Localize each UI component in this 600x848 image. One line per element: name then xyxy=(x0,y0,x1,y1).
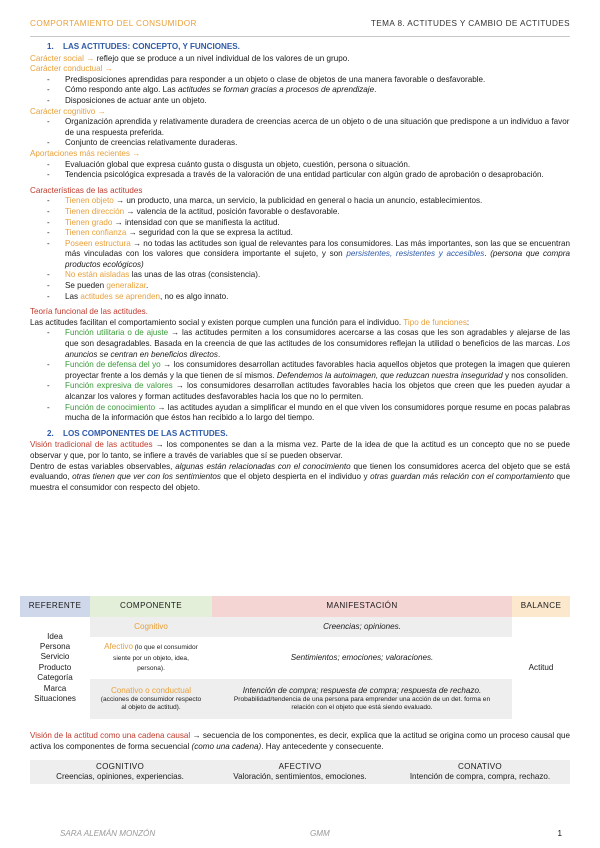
list-item: - Función utilitaria o de ajuste → las actitudes permiten a los consumidores acercarse a las cosas que les son agradables y alejarse de las que son desagradables. Basada en la creencia de que las actitudes de los consumidores reflejan la utilidad o beneficios de las marcas. Los anuncios se centran en beneficios directos. xyxy=(30,328,570,360)
caracter-conductual-label: Carácter conductual → xyxy=(30,64,113,74)
list-item: - Tendencia psicológica expresada a través de la valoración de una entidad particular con algún grado de aprobación o desaprobación. xyxy=(30,170,570,181)
list-item: - Conjunto de creencias relativamente duraderas. xyxy=(30,138,570,149)
table-header-referente: REFERENTE xyxy=(20,596,90,617)
teoria-intro: Las actitudes facilitan el comportamiento social y existen porque cumplen una función para el individuo. Tipo de funciones: xyxy=(30,317,470,327)
list-item: - Cómo respondo ante algo. Las actitudes se forman gracias a procesos de aprendizaje. xyxy=(30,85,570,96)
header-topic: TEMA 8. ACTITUDES Y CAMBIO DE ACTITUDES xyxy=(370,19,570,28)
list-item: - Función de defensa del yo → los consumidores desarrollan actitudes favorables hacia aquellos objetos que protegen la imagen que quieren proyectar frente a los demás y la que tienen de sí mismos. Defendemos la autoimagen, que reduzcan nuestra inseguridad y nos consolíden. xyxy=(30,360,570,381)
referentes-cell: Idea Persona Servicio Producto Categoría Marca Situaciones xyxy=(34,631,76,704)
table-header-balance: BALANCE xyxy=(512,596,570,617)
table-header-componente: COMPONENTE xyxy=(90,596,212,617)
section-2-heading: 2. LOS COMPONENTES DE LAS ACTITUDES. xyxy=(47,428,228,438)
list-item: - No están aisladas las unas de las otras (consistencia). xyxy=(30,270,570,281)
footer-center: GMM xyxy=(310,829,330,838)
list-item: - Tienen objeto → un producto, una marca, un servicio, la publicidad en general o hacia un anuncio, establecimientos. xyxy=(30,196,570,207)
section-1-heading: 1. LAS ACTITUDES: CONCEPTO, Y FUNCIONES. xyxy=(47,42,240,51)
manifestacion-cognitivo: Creencias; opiniones. xyxy=(212,617,512,637)
causal-chain-bar xyxy=(30,760,570,784)
list-item: - Función de conocimiento → las actitudes ayudan a simplificar el mundo en el que viven los consumidores porque resume en pocas palabras mucha de la información que éstos han recibido a lo largo del tiempo. xyxy=(30,403,570,424)
list-item: - Tienen grado → intensidad con que se manifiesta la actitud. xyxy=(30,218,570,229)
causal-afectivo: AFECTIVO Valoración, sentimientos, emociones. xyxy=(233,762,367,781)
list-item: - Tienen confianza → seguridad con la que se expresa la actitud. xyxy=(30,228,570,239)
table-header-manifestacion: MANIFESTACIÓN xyxy=(212,596,512,617)
list-item: - Disposiciones de actuar ante un objeto. xyxy=(30,96,570,107)
list-item: - Organización aprendida y relativamente duradera de creencias acerca de un objeto o de una situación que predispone a un individuo a favor de una respuesta preferida. xyxy=(30,117,570,138)
teoria-heading: Teoría funcional de las actitudes. xyxy=(30,307,148,317)
balance-cell: Actitud xyxy=(528,662,554,672)
list-item: - Las actitudes se aprenden, no es algo innato. xyxy=(30,292,570,303)
footer-author: SARA ALEMÁN MONZÓN xyxy=(60,829,156,838)
page-number: 1 xyxy=(557,829,562,838)
list-item: - Se pueden generalizar. xyxy=(30,281,570,292)
componente-afectivo: Afectivo (lo que el consumidor siente por un objeto, idea, persona). xyxy=(104,642,198,673)
list-item: - Predisposiciones aprendidas para responder a un objeto o clase de objetos de una manera favorable o desfavorable. xyxy=(30,75,570,86)
list-item: - Poseen estructura → no todas las actitudes son igual de relevantes para los consumidores. Las más importantes, son las que se encuentran más vinculadas con los valores que considera importante el sujeto, y son persistentes, resistentes y accesibles. (persona que compra productos ecológicos) xyxy=(30,239,570,271)
causal-cognitivo: COGNITIVO Creencias, opiniones, experiencias. xyxy=(56,762,184,781)
header-course: COMPORTAMIENTO DEL CONSUMIDOR xyxy=(30,19,197,28)
variables-observables: Dentro de estas variables observables, algunas están relacionadas con el conocimiento que tienen los consumidores acerca del objeto que se está evaluando, otras tienen que ver con los sentimientos que el objeto despierta en el individuo y otras guardan más relación con el comportamiento que muestra el consumidor con respecto del objeto. xyxy=(30,461,571,492)
components-table xyxy=(20,596,570,719)
header-divider xyxy=(30,36,570,37)
causal-conativo: CONATIVO Intención de compra, compra, rechazo. xyxy=(409,762,551,781)
aportaciones-label: Aportaciones más recientes → xyxy=(30,148,141,158)
componente-conativo: Conativo o conductual (acciones de consumidor respecto al objeto de actitud). xyxy=(90,679,212,719)
caracter-social: Carácter social → reflejo que se produce a un nivel individual de los valores de un grupo. xyxy=(30,53,350,63)
list-item: - Tienen dirección → valencia de la actitud, posición favorable o desfavorable. xyxy=(30,207,570,218)
page-header xyxy=(30,19,570,31)
manifestacion-afectivo: Sentimientos; emociones; valoraciones. xyxy=(290,652,434,662)
list-item: - Función expresiva de valores → los consumidores desarrollan actitudes favorables hacia los objetos que creen que les pueden ayudar a alcanzar los valores y forman actitudes desfavorables hacia los que no lo permiten. xyxy=(30,381,570,402)
manifestacion-conativo: Intención de compra; respuesta de compra; respuesta de rechazo. Probabilidad/tendencia de una persona para emprender una acción de un det. forma en relación con el objeto que está siendo evaluado. xyxy=(212,679,512,719)
caracteristicas-heading: Características de las actitudes xyxy=(30,185,143,195)
cadena-causal: Visión de la actitud como una cadena causal → secuencia de los componentes, es decir, explica que la actitud se origina como un proceso causal que activa los componentes de forma secuencial (como una cadena). Hay antecedente y consecuente. xyxy=(30,731,570,751)
vision-tradicional: Visión tradicional de las actitudes → los componentes se dan a la misma vez. Parte de la idea de que la actitud es un concepto que no se puede observar y que, por lo tanto, se infiere a través de variables que sí se pueden observar. xyxy=(30,440,570,460)
caracter-cognitivo-label: Carácter cognitivo → xyxy=(30,106,106,116)
componente-cognitivo: Cognitivo xyxy=(90,617,212,637)
document-body xyxy=(30,42,570,493)
list-item: - Evaluación global que expresa cuánto gusta o disgusta un objeto, cuestión, persona o situación. xyxy=(30,160,570,171)
